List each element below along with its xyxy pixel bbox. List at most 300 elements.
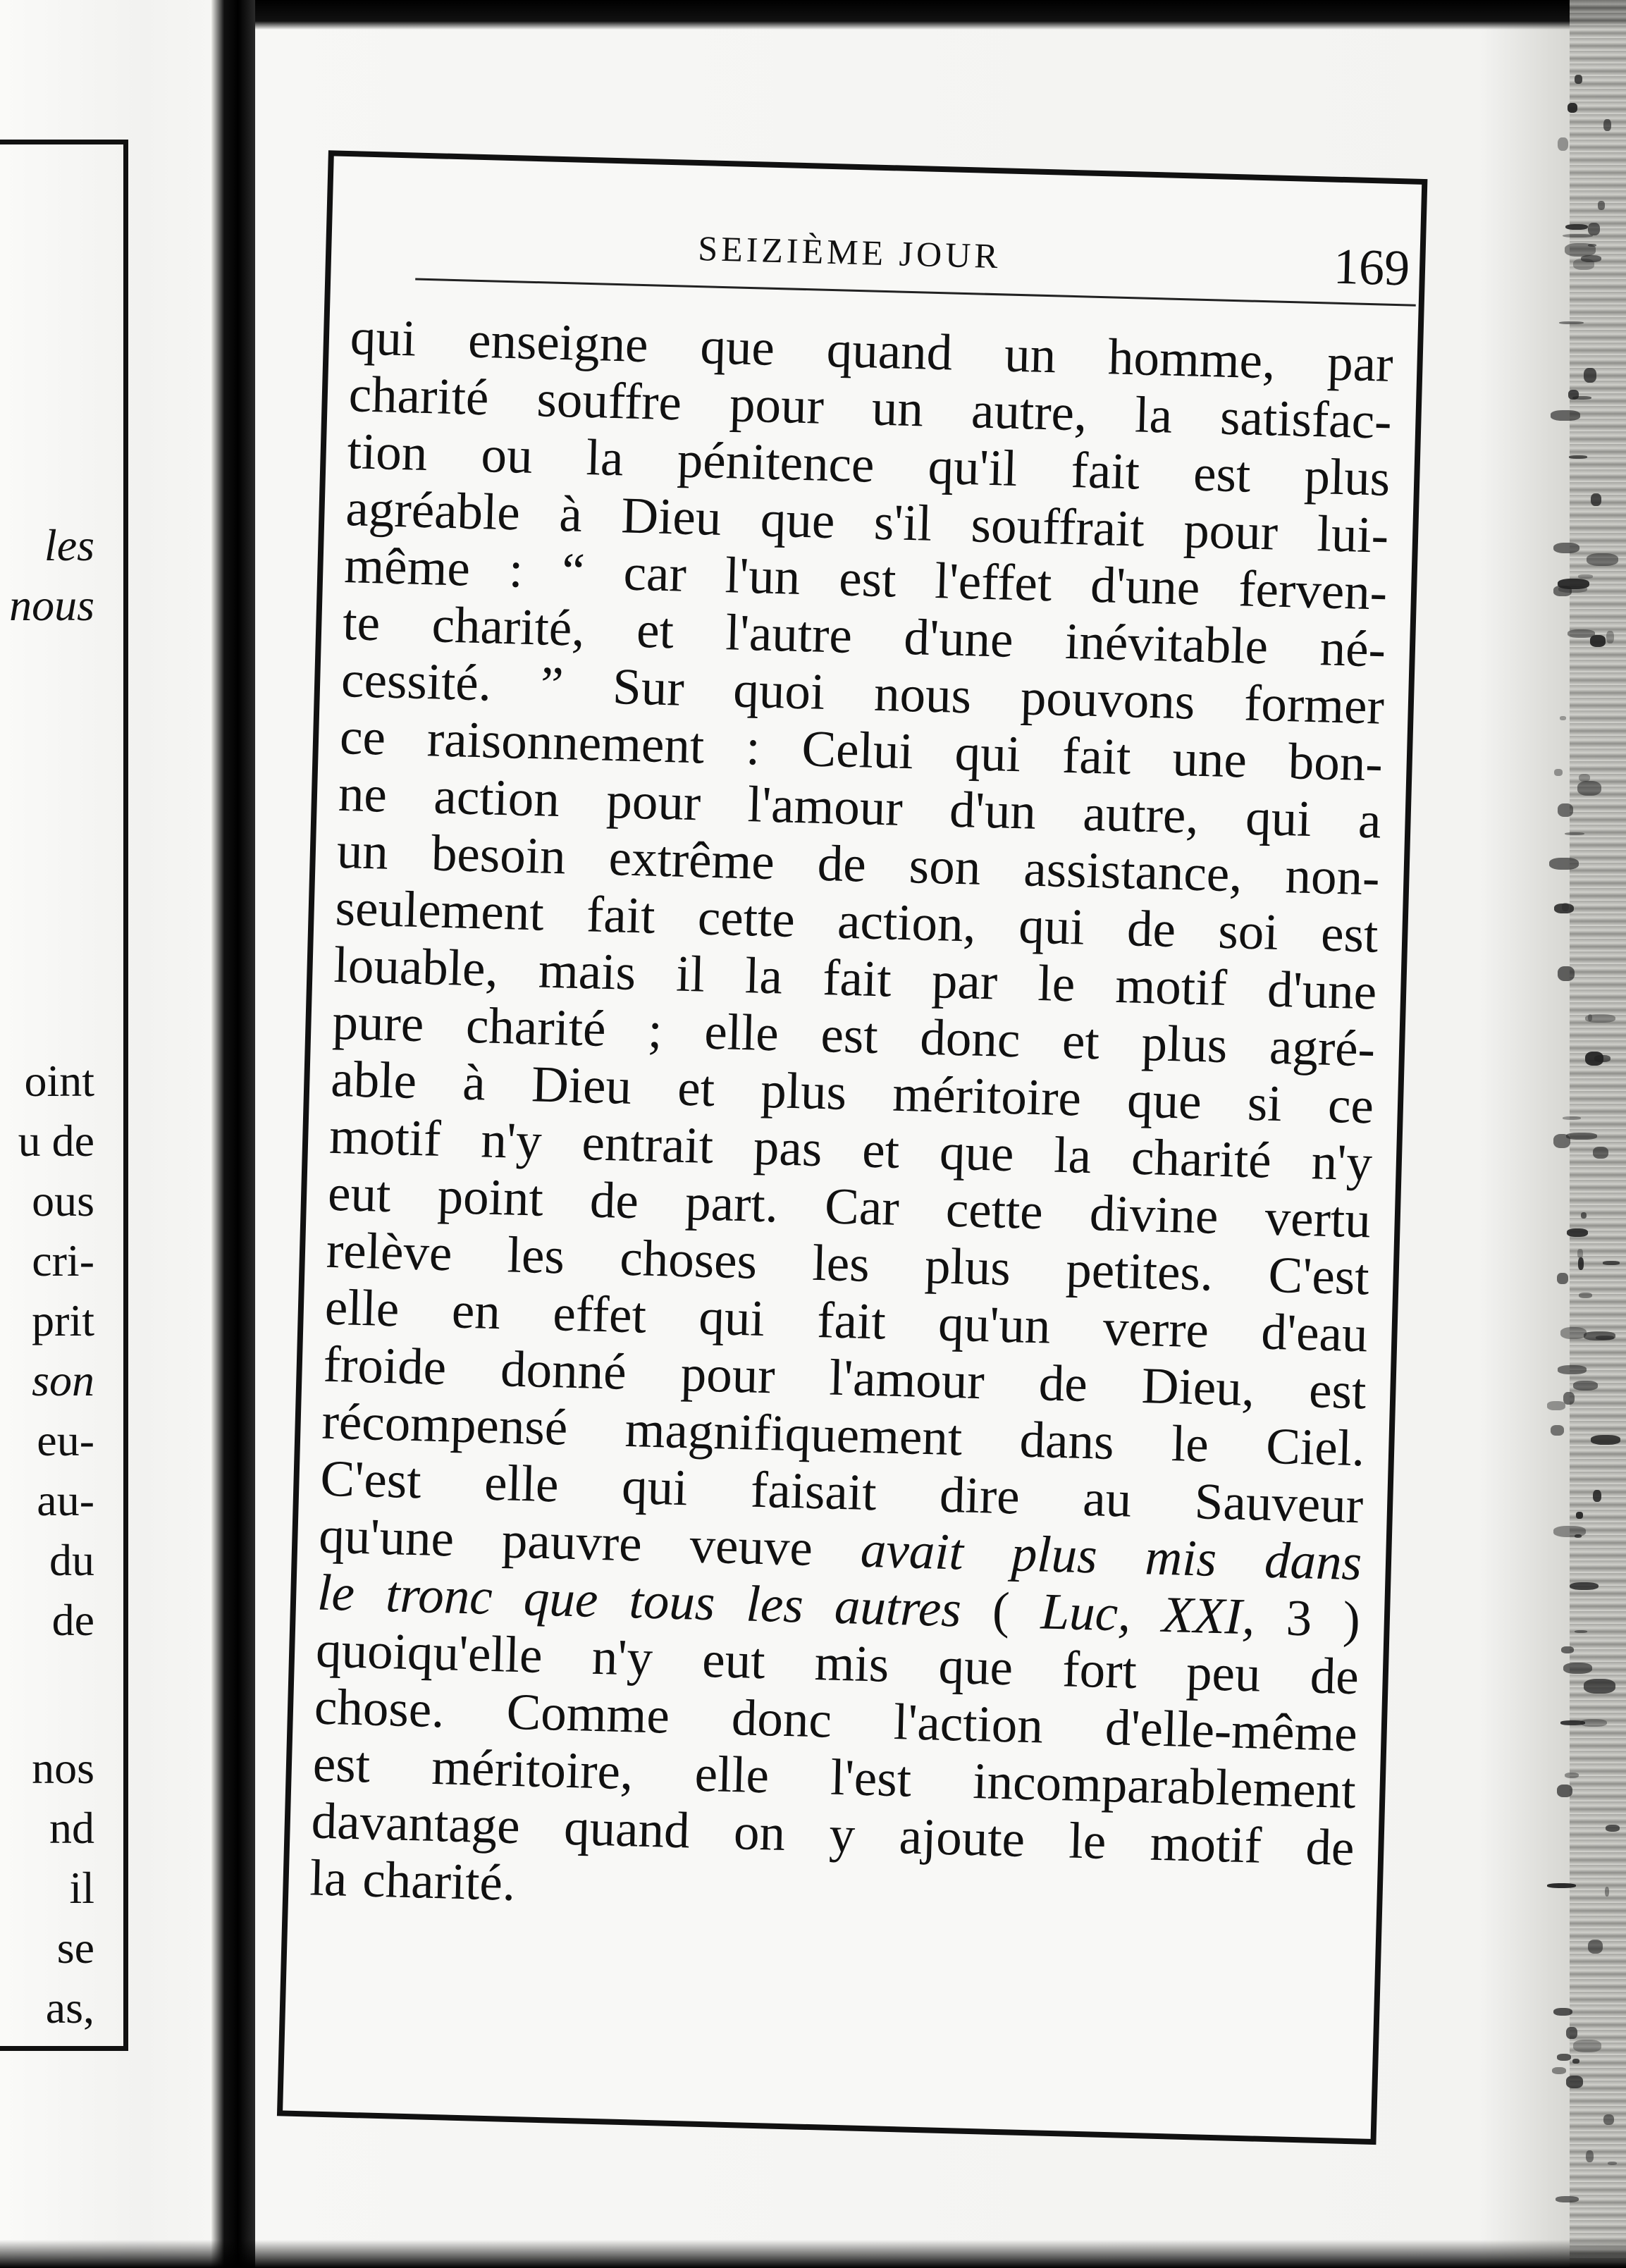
scan-speck — [1565, 224, 1588, 230]
word: il — [675, 944, 706, 1003]
word: et — [861, 1121, 901, 1179]
word: agréable — [345, 479, 521, 541]
word: pour — [1183, 501, 1279, 561]
word: pouvons — [1019, 668, 1196, 730]
word: la — [585, 428, 624, 487]
scan-speck — [1598, 201, 1605, 209]
word: fait — [1061, 726, 1132, 786]
scan-speck — [1576, 1512, 1583, 1518]
scan-speck — [1560, 1327, 1587, 1339]
word: pour — [729, 375, 825, 435]
scan-speck — [1573, 2040, 1601, 2052]
left-fragment-line: de — [51, 1595, 94, 1645]
word: même — [343, 536, 471, 597]
word: à — [558, 485, 583, 543]
scan-speck — [1605, 1887, 1610, 1897]
left-fragment-line: nd — [49, 1803, 94, 1853]
word: able — [330, 1049, 418, 1109]
word: ce — [339, 707, 387, 766]
scan-speck — [1563, 234, 1594, 238]
word: qui — [621, 1457, 689, 1517]
word: la — [1053, 1126, 1092, 1185]
word: froide — [322, 1335, 448, 1396]
word: qui — [1245, 788, 1312, 848]
word: le — [316, 1563, 356, 1622]
running-head — [416, 208, 1418, 297]
scan-speck — [1593, 1490, 1601, 1502]
left-fragment-line: prit — [32, 1295, 94, 1345]
word: qui — [1018, 896, 1085, 956]
word: elle — [324, 1278, 400, 1338]
word: avait — [859, 1520, 964, 1581]
scan-speck — [1575, 1630, 1587, 1633]
scan-speck — [1603, 119, 1611, 131]
word: tronc — [385, 1565, 493, 1626]
word: point — [436, 1166, 544, 1227]
word: quoiqu'elle — [315, 1620, 543, 1684]
word: satisfac- — [1219, 388, 1393, 450]
word: Sur — [612, 658, 685, 717]
word: que — [937, 1637, 1014, 1696]
scan-speck — [1579, 1293, 1591, 1298]
word: d'une — [903, 608, 1014, 668]
scan-speck — [1577, 781, 1601, 796]
scan-speck — [1584, 368, 1596, 383]
scan-speck — [1547, 1401, 1565, 1410]
word: chose. — [314, 1677, 445, 1739]
word: pas — [753, 1118, 823, 1178]
word: nous — [873, 664, 973, 725]
scan-speck — [1578, 574, 1593, 579]
word: C'est — [1267, 1245, 1370, 1306]
scan-speck — [1557, 1785, 1572, 1797]
word: ; — [647, 1001, 663, 1059]
word: méritoire — [892, 1064, 1082, 1127]
word: d'une — [1267, 960, 1378, 1021]
page-border — [277, 150, 1427, 2145]
left-fragment-line: au- — [37, 1475, 94, 1525]
word: eut — [701, 1630, 766, 1690]
word: le — [1037, 954, 1076, 1013]
page-number: 169 — [1333, 238, 1411, 297]
word: eut — [327, 1164, 392, 1224]
scan-speck — [1584, 1679, 1615, 1694]
word: d'elle-même — [1104, 1698, 1358, 1763]
word: incomparablement — [972, 1751, 1357, 1820]
word: charité. — [362, 1850, 517, 1912]
scan-speck — [1560, 716, 1566, 720]
word: ferven- — [1238, 560, 1388, 621]
left-fragment-line: oint — [24, 1056, 94, 1106]
word: petites. — [1065, 1240, 1214, 1302]
word: Comme — [505, 1682, 670, 1744]
scan-speck — [1588, 1940, 1603, 1954]
word: enseigne — [467, 311, 649, 374]
word: ne — [338, 764, 388, 823]
word: pauvre — [501, 1511, 643, 1572]
word: besoin — [431, 824, 567, 885]
word: qui — [954, 723, 1022, 783]
word: que — [1126, 1071, 1202, 1130]
word: plus — [1303, 447, 1391, 507]
word: qu'il — [927, 437, 1018, 497]
word: magnifiquement — [624, 1400, 963, 1467]
word: dans — [1264, 1531, 1363, 1591]
word: elle — [703, 1002, 780, 1062]
word: motif — [1114, 956, 1228, 1017]
word: au — [1082, 1469, 1133, 1528]
scan-bottom-shadow — [0, 2240, 1626, 2268]
scan-speck — [1558, 966, 1575, 981]
word: former — [1243, 674, 1385, 735]
scan-speck — [1551, 1425, 1563, 1436]
word: fait — [816, 1290, 887, 1350]
word: la — [744, 947, 784, 1005]
scan-speck — [1566, 2027, 1577, 2039]
word: n'y — [591, 1627, 654, 1687]
word: : — [745, 718, 761, 776]
scan-speck — [1584, 1331, 1616, 1340]
scan-speck — [1553, 1526, 1586, 1537]
word: mis — [813, 1634, 890, 1693]
scan-speck — [1551, 410, 1580, 420]
word: tion — [346, 422, 429, 482]
word: est — [1308, 1361, 1367, 1420]
word: davantage — [310, 1792, 521, 1855]
scan-speck — [1591, 1435, 1621, 1445]
word: les — [506, 1226, 566, 1285]
scan-speck — [1559, 321, 1583, 324]
word: la — [1134, 386, 1174, 444]
word: soi — [1217, 901, 1279, 961]
word: Luc, — [1040, 1582, 1132, 1642]
word: 3 — [1285, 1589, 1313, 1647]
scan-speck — [1591, 493, 1601, 506]
word: l'amour — [746, 775, 904, 837]
word: XXI, — [1161, 1585, 1256, 1646]
word: Ciel. — [1265, 1417, 1366, 1477]
word: souffre — [536, 370, 683, 431]
scan-speck — [1547, 1883, 1576, 1888]
scan-speck — [1606, 1825, 1620, 1832]
word: charité — [1131, 1128, 1272, 1189]
word: donné — [500, 1340, 627, 1400]
word: tous — [628, 1572, 716, 1632]
word: plus — [1140, 1013, 1228, 1074]
word: qu'une — [318, 1506, 455, 1567]
word: une — [1171, 729, 1248, 789]
word: de — [816, 834, 867, 893]
word: : — [507, 541, 524, 598]
word: faisait — [750, 1460, 877, 1522]
word: y — [828, 1805, 856, 1863]
word: d'un — [949, 780, 1037, 840]
word: donc — [919, 1008, 1021, 1068]
right-page — [190, 148, 1446, 2152]
word: d'eau — [1260, 1302, 1369, 1363]
word: charité — [465, 996, 607, 1057]
head-rule — [415, 278, 1416, 307]
word: est — [820, 1005, 879, 1065]
word: les — [811, 1233, 870, 1293]
word: mis — [1144, 1528, 1218, 1587]
word: à — [462, 1053, 486, 1111]
word: effet — [552, 1284, 647, 1344]
scan-speck — [1568, 103, 1577, 112]
word: ) — [1342, 1590, 1361, 1648]
word: par — [1326, 333, 1394, 393]
word: assistance, — [1023, 839, 1243, 903]
word: que — [522, 1569, 599, 1628]
word: quoi — [732, 660, 826, 720]
scan-speck — [1575, 75, 1582, 84]
word: cette — [696, 888, 796, 948]
word: Car — [824, 1177, 900, 1236]
word: pour — [605, 771, 702, 832]
scan-speck — [1606, 631, 1614, 643]
word: et — [1061, 1011, 1100, 1071]
word: autre, — [971, 381, 1088, 442]
word: Dieu, — [1140, 1357, 1256, 1417]
scan-speck — [1586, 2150, 1594, 2162]
word: l'amour — [828, 1348, 985, 1410]
word: fait — [1070, 440, 1140, 500]
scan-speck — [1554, 769, 1563, 776]
scan-speck — [1594, 1055, 1610, 1062]
word: méritoire, — [431, 1737, 634, 1801]
left-page-frame — [0, 140, 128, 2051]
word: qui — [698, 1288, 765, 1347]
word: que — [759, 490, 836, 550]
word: ou — [480, 426, 534, 484]
word: et — [677, 1059, 716, 1118]
word: ce — [1327, 1076, 1374, 1135]
word: motif — [328, 1107, 442, 1167]
word: car — [622, 543, 687, 603]
word: fait — [822, 949, 892, 1008]
scan-speck — [1570, 1582, 1599, 1590]
word: fort — [1061, 1640, 1138, 1699]
word: un — [870, 378, 925, 438]
scan-speck — [1581, 1212, 1587, 1219]
scan-speck — [1590, 635, 1606, 646]
word: plus — [760, 1061, 848, 1121]
left-fragment-line: nous — [9, 580, 94, 630]
word: le — [1068, 1811, 1107, 1870]
word: vertu — [1264, 1188, 1372, 1249]
word: verre — [1102, 1298, 1209, 1359]
word: de — [1309, 1646, 1360, 1706]
scan-speck — [1578, 1257, 1584, 1269]
scan-speck — [1558, 803, 1573, 817]
scan-speck — [1557, 2054, 1571, 2061]
word: entrait — [581, 1114, 715, 1175]
word: pénitence — [676, 431, 875, 493]
word: l'action — [893, 1693, 1044, 1754]
word: est — [838, 549, 897, 608]
word: peu — [1185, 1643, 1262, 1703]
word: ajoute — [898, 1807, 1026, 1868]
scan-speck — [1603, 2114, 1614, 2125]
word: relève — [326, 1221, 453, 1282]
word: homme, — [1107, 328, 1276, 390]
word: non- — [1284, 846, 1381, 906]
word: charité — [347, 365, 490, 426]
word: divine — [1088, 1184, 1219, 1245]
scan-speck — [1561, 1646, 1573, 1653]
word: C'est — [319, 1449, 422, 1510]
word: louable, — [333, 935, 499, 997]
scan-speck — [1572, 396, 1592, 400]
word: qu'un — [937, 1294, 1052, 1355]
scan-speck — [1581, 255, 1602, 262]
left-fragment-line: son — [32, 1355, 94, 1405]
word: par — [930, 951, 999, 1011]
scan-speck — [1585, 1014, 1615, 1023]
scan-speck — [1603, 1261, 1620, 1264]
word: elle — [484, 1453, 560, 1513]
word: te — [342, 593, 381, 652]
word: l'effet — [934, 551, 1053, 612]
scan-speck — [1588, 223, 1600, 235]
word: motif — [1149, 1813, 1263, 1874]
word: que — [699, 317, 776, 376]
scan-speck — [1563, 1663, 1593, 1674]
word: pure — [331, 992, 425, 1053]
left-fragment-line: ous — [32, 1176, 94, 1226]
word: que — [939, 1123, 1015, 1183]
scan-speck — [1566, 1133, 1597, 1140]
scan-speck — [1587, 553, 1618, 566]
word: récompensé — [321, 1392, 569, 1456]
scan-speck — [1553, 1134, 1570, 1148]
scan-speck — [1569, 455, 1588, 459]
word: agré- — [1269, 1017, 1376, 1078]
scan-speck — [1567, 1228, 1588, 1237]
word: raisonnement — [426, 710, 706, 775]
left-fragment-line: les — [44, 520, 94, 570]
word: Celui — [801, 720, 914, 780]
word: cessité. — [340, 650, 493, 712]
word: de — [1037, 1354, 1088, 1413]
scan-top-shadow — [233, 0, 1626, 30]
word: cette — [944, 1180, 1044, 1240]
word: seulement — [334, 878, 545, 942]
word: souffrait — [970, 495, 1145, 557]
word: est — [312, 1734, 371, 1794]
word: de — [1126, 899, 1177, 959]
scan-speck — [1565, 243, 1596, 256]
word: inévitable — [1064, 612, 1269, 675]
word: fait — [586, 885, 656, 944]
word: de — [589, 1171, 640, 1230]
word: quand — [563, 1798, 691, 1859]
left-page-fragment — [0, 144, 120, 2046]
word: quand — [825, 320, 954, 381]
scan-speck — [1593, 1147, 1608, 1159]
word: est — [1320, 904, 1379, 963]
word: son — [908, 837, 982, 896]
word: bon- — [1287, 732, 1384, 792]
body-text — [309, 308, 1394, 1933]
word: un — [335, 821, 389, 880]
left-fragment-line: as, — [45, 1983, 94, 2033]
left-fragment-line: eu- — [37, 1415, 94, 1465]
word: lui- — [1316, 505, 1390, 564]
word: extrême — [608, 829, 775, 891]
word: la — [309, 1849, 348, 1907]
left-fragment-line: du — [49, 1535, 94, 1585]
word: mais — [538, 941, 637, 1002]
scan-speck — [1549, 858, 1578, 870]
word: le — [1171, 1415, 1209, 1473]
word: plus — [924, 1236, 1011, 1297]
word: action, — [837, 892, 977, 953]
word: n'y — [1310, 1133, 1373, 1192]
scan-speck — [1558, 579, 1589, 589]
word: Dieu — [531, 1055, 633, 1115]
word: dans — [1018, 1410, 1115, 1471]
scan-speck — [1552, 2067, 1566, 2074]
word: l'un — [724, 546, 801, 605]
scan-speck — [1566, 2076, 1583, 2088]
word: est — [1193, 444, 1252, 503]
word: qui — [349, 308, 417, 367]
word: l'est — [830, 1748, 913, 1808]
scan-speck — [1553, 543, 1579, 554]
scan-speck — [1572, 2059, 1579, 2064]
word: charité, — [431, 596, 586, 657]
scan-speck — [1565, 1773, 1579, 1778]
scan-speck — [1577, 1249, 1582, 1258]
word: a — [1357, 791, 1382, 849]
scan-speck — [1557, 1273, 1568, 1284]
word: on — [733, 1803, 787, 1862]
left-fragment-line: se — [56, 1923, 94, 1973]
word: choses — [619, 1228, 758, 1290]
word: l'autre — [725, 603, 853, 664]
word: “ — [561, 542, 586, 600]
word: un — [1004, 325, 1057, 384]
word: en — [450, 1281, 501, 1341]
word: part. — [684, 1173, 780, 1233]
word: s'il — [873, 493, 933, 552]
word: Sauveur — [1193, 1472, 1365, 1534]
scan-speck — [1608, 2162, 1617, 2165]
scan-speck — [1558, 1365, 1587, 1374]
word: autres — [834, 1577, 962, 1638]
word: de — [1305, 1818, 1355, 1877]
word: ( — [992, 1581, 1011, 1639]
running-head-title: SEIZIÈME JOUR — [697, 228, 1002, 276]
word: action — [433, 767, 560, 828]
word: veuve — [689, 1516, 813, 1577]
scan-speck — [1554, 904, 1574, 913]
scan-speck — [1553, 2008, 1572, 2016]
word: n'y — [480, 1111, 543, 1170]
scan-speck — [1563, 1116, 1581, 1120]
word: pour — [679, 1344, 776, 1405]
left-fragment-line: u de — [18, 1116, 94, 1166]
scan-speck — [1556, 2196, 1579, 2202]
word: né- — [1319, 619, 1386, 678]
word: si — [1246, 1073, 1283, 1133]
scan-speck — [1580, 1719, 1606, 1727]
word: donc — [730, 1688, 832, 1749]
left-fragment-line: cri- — [32, 1235, 94, 1286]
word: ” — [539, 655, 565, 714]
word: autre, — [1082, 784, 1200, 844]
